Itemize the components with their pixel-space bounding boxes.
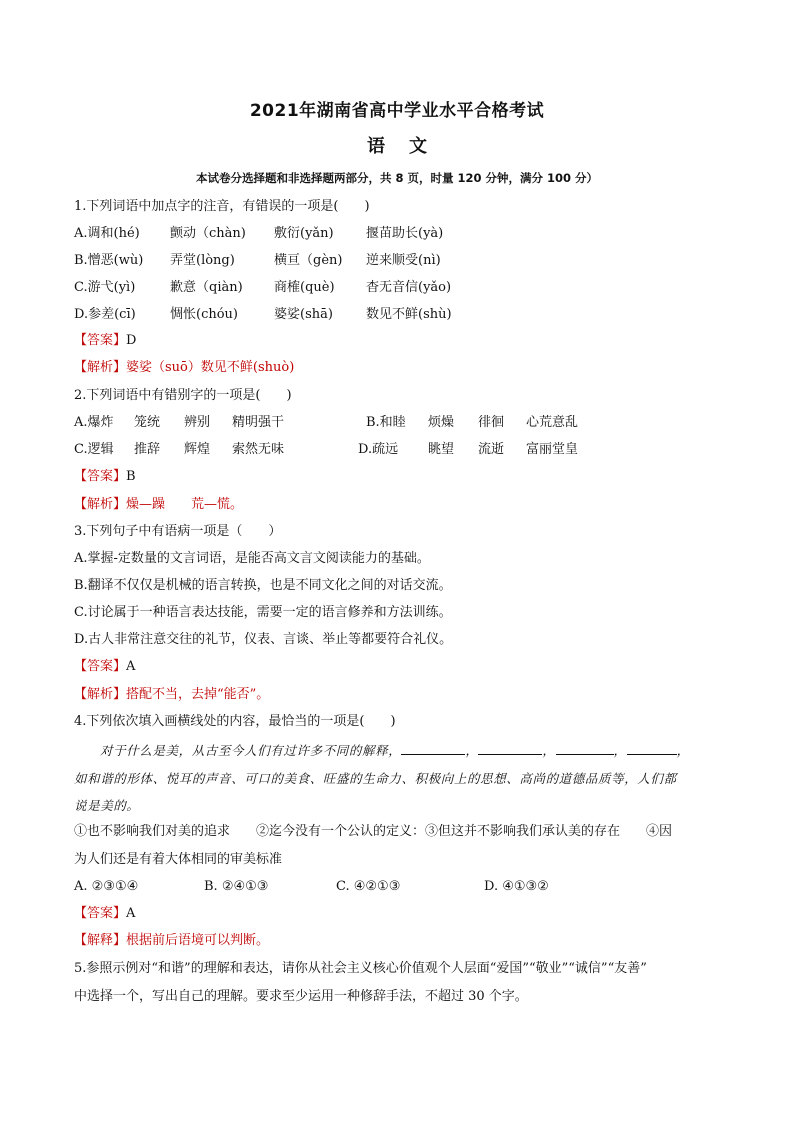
q3-option-d: D.古人非常注意交往的礼节，仪表、言谈、举止等都要符合礼仪。: [74, 632, 453, 647]
q1-a-1: A.调和(hé): [74, 226, 140, 241]
analysis-tag: 【解析】: [74, 687, 127, 702]
q5-stem-line2: 中选择一个，写出自己的理解。要求至少运用一种修辞手法，不超过 30 个字。: [74, 989, 528, 1004]
q1-c-2: 歉意（qiàn): [170, 280, 243, 295]
q2-c-1: C.逻辑: [74, 442, 114, 457]
q2-c-4: 索然无味: [232, 442, 285, 457]
answer-value: A: [126, 906, 136, 921]
q2-analysis: [74, 496, 243, 514]
q1-a-2: 颤动（chàn): [170, 226, 246, 241]
q2-b-1: B.和睦: [366, 415, 406, 430]
q1-d-4: 数见不鲜(shù): [366, 307, 452, 322]
q2-d-3: 流逝: [478, 442, 505, 457]
q2-d-4: 富丽堂皇: [526, 442, 579, 457]
answer-tag: 【答案】: [74, 469, 127, 484]
blank-2: [478, 742, 542, 755]
q1-d-2: 惆怅(chóu): [170, 307, 238, 322]
q1-stem: 1.下列词语中加点字的注音，有错误的一项是( ): [74, 199, 370, 214]
q2-a-3: 辨别: [184, 415, 211, 430]
subject-char-2: 文: [409, 136, 427, 157]
q4-option-c: C. ④②①③: [336, 879, 401, 894]
q3-answer: [74, 658, 135, 676]
subject-char-1: 语: [367, 136, 385, 157]
blank-1: [401, 742, 465, 755]
analysis-text: 根据前后语境可以判断。: [126, 933, 270, 948]
q2-b-2: 烦燥: [428, 415, 455, 430]
q1-b-2: 弄堂(lòng): [170, 253, 235, 268]
analysis-text: 搭配不当，去掉“能否”。: [126, 687, 270, 702]
analysis-tag: 【解析】: [74, 360, 127, 375]
q2-c-3: 辉煌: [184, 442, 211, 457]
q4-option-d: D. ④①③②: [484, 879, 549, 894]
q3-option-a: A.掌握-定数量的文言词语，是能否高文言文阅读能力的基础。: [74, 551, 430, 566]
analysis-tag: 【解析】: [74, 497, 127, 512]
q4-answer: [74, 905, 135, 923]
q1-b-3: 横亘（gèn): [274, 253, 343, 268]
q2-d-1: D.疏远: [358, 442, 399, 457]
passage-text: 对于什么是美，从古至今人们有过许多不同的解释，: [100, 743, 402, 758]
answer-value: D: [126, 333, 137, 348]
q1-a-4: 揠苗助长(yà): [366, 226, 444, 241]
exam-note: 本试卷分选择题和非选择题两部分，共 8 页，时量 120 分钟，满分 100 分）: [195, 171, 599, 185]
answer-value: B: [126, 469, 136, 484]
q2-answer: [74, 468, 136, 486]
q4-option-b: B. ②④①③: [204, 879, 269, 894]
q4-choices-line1: ①也不影响我们对美的追求 ②迄今没有一个公认的定义：③但这并不影响我们承认美的存在 ④因: [74, 824, 673, 839]
q3-stem: 3.下列句子中有语病一项是（ ）: [74, 524, 282, 539]
q2-c-2: 推辞: [134, 442, 161, 457]
q2-d-2: 眺望: [428, 442, 455, 457]
subject-title: [0, 132, 794, 158]
q4-passage-line3: 说是美的。: [74, 798, 140, 813]
q2-b-3: 徘徊: [478, 415, 505, 430]
q2-a-4: 精明强干: [232, 415, 285, 430]
q4-stem: 4.下列依次填入画横线处的内容，最恰当的一项是( ): [74, 714, 396, 729]
q1-b-1: B.憎恶(wù): [74, 253, 144, 268]
q1-a-3: 敷衍(yǎn): [274, 226, 334, 241]
q3-option-c: C.讨论属于一种语言表达技能，需要一定的语言修养和方法训练。: [74, 605, 452, 620]
q4-passage-line2: 如和谐的形体、悦耳的声音、可口的美食、旺盛的生命力、积极向上的思想、高尚的道德品质等，人们都: [74, 771, 677, 786]
q4-passage-line1: 对于什么是美，从古至今人们有过许多不同的解释， ， ， ， ，: [100, 743, 690, 758]
q1-answer: [74, 332, 136, 350]
q2-b-4: 心荒意乱: [526, 415, 579, 430]
q5-stem-line1: 5.参照示例对“和谐”的理解和表达，请你从社会主义核心价值观个人层面“爱国”“敬业”“诚信”“友善”: [74, 961, 647, 976]
q1-d-3: 婆娑(shā): [274, 307, 333, 322]
answer-tag: 【答案】: [74, 906, 127, 921]
q4-analysis: [74, 932, 269, 950]
q1-c-3: 商榷(què): [274, 280, 335, 295]
blank-3: [556, 742, 614, 755]
answer-tag: 【答案】: [74, 333, 127, 348]
q3-option-b: B.翻译不仅仅是机械的语言转换，也是不同文化之间的对话交流。: [74, 578, 452, 593]
answer-tag: 【答案】: [74, 659, 127, 674]
q2-stem: 2.下列词语中有错别字的一项是( ): [74, 388, 292, 403]
q1-analysis: [74, 359, 294, 377]
q1-b-4: 逆来顺受(nì): [366, 253, 441, 268]
answer-value: A: [126, 659, 136, 674]
q4-option-a: A. ②③①④: [74, 879, 139, 894]
analysis-text: 婆娑（suō）数见不鲜(shuò): [126, 360, 295, 375]
q4-choices-line2: 为人们还是有着大体相同的审美标准: [74, 852, 283, 867]
analysis-tag: 【解释】: [74, 933, 127, 948]
q1-c-4: 杳无音信(yǎo): [366, 280, 452, 295]
q2-a-2: 笼统: [134, 415, 161, 430]
q1-c-1: C.游弋(yì): [74, 280, 136, 295]
q3-analysis: [74, 686, 269, 704]
q1-d-1: D.参差(cī): [74, 307, 136, 322]
exam-title: 2021年湖南省高中学业水平合格考试: [249, 101, 545, 121]
blank-4: [627, 742, 677, 755]
analysis-text: 燥—躁 荒—慌。: [126, 497, 244, 512]
q2-a-1: A.爆炸: [74, 415, 114, 430]
